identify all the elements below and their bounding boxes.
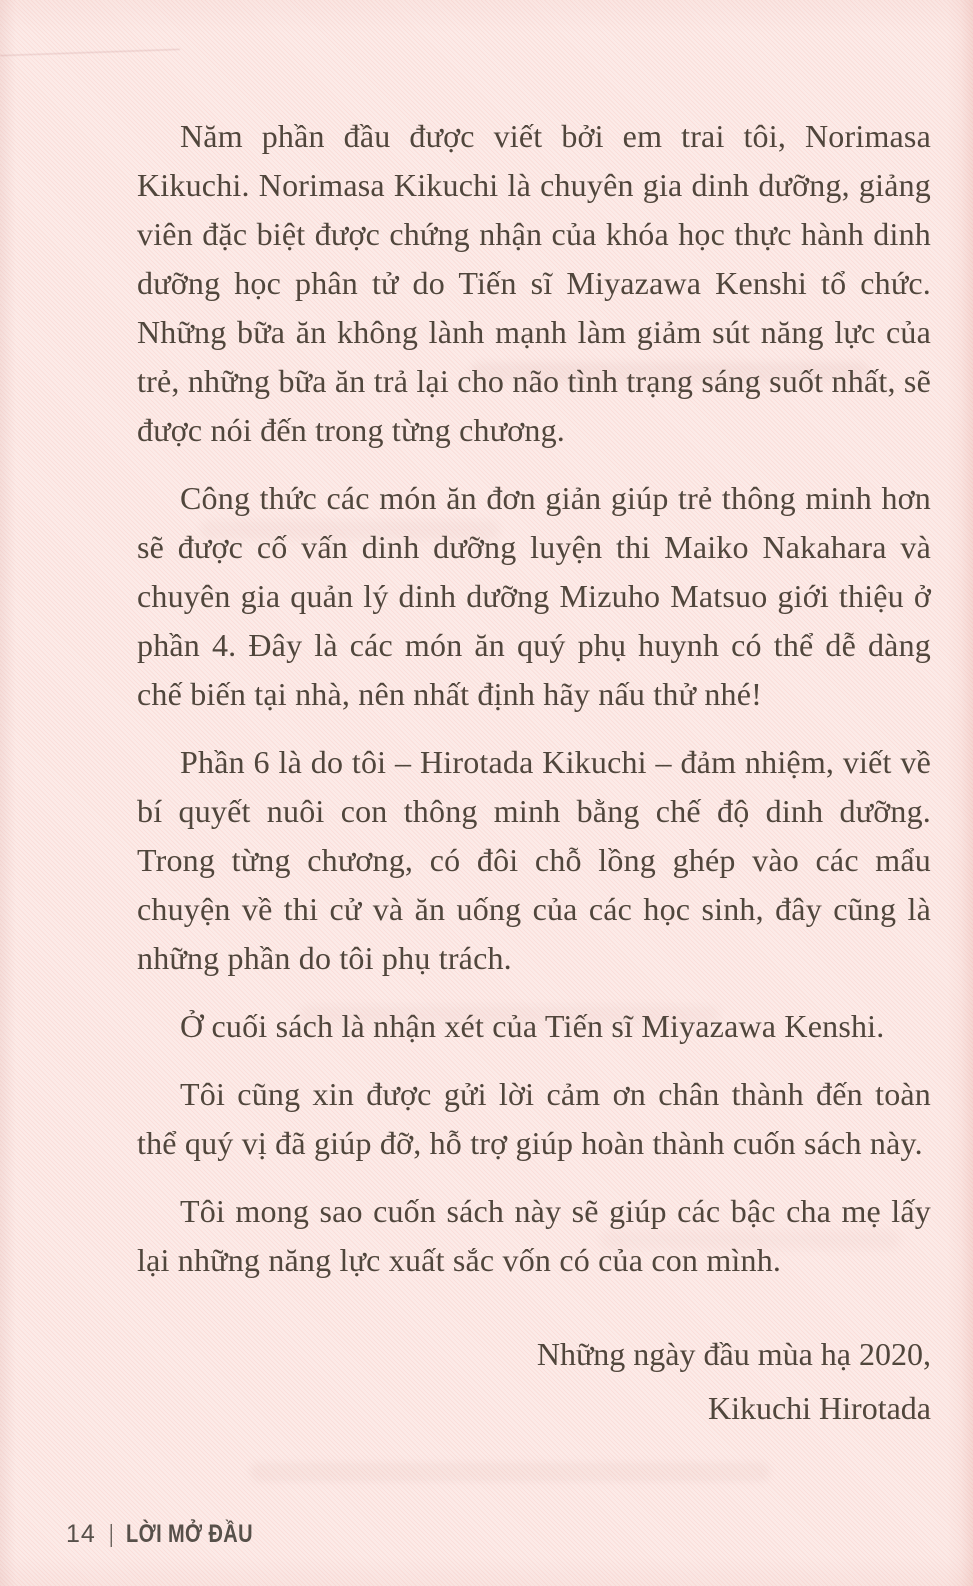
paragraph-1: Năm phần đầu được viết bởi em trai tôi, Norimasa Kikuchi. Norimasa Kikuchi là chuyên gia dinh dưỡng, giảng viên đặc biệt được chứng nhận của khóa học thực hành dinh dưỡng học phân tử do Tiến sĩ Miyazawa Kenshi tổ chức. Những bữa ăn không lành mạnh làm giảm sút năng lực của trẻ, những bữa ăn trả lại cho não tình trạng sáng suốt nhất, sẽ được nói đến trong từng chương.	[137, 118, 931, 448]
paragraph-3: Phần 6 là do tôi – Hirotada Kikuchi – đảm nhiệm, viết về bí quyết nuôi con thông minh bằng chế độ dinh dưỡng. Trong từng chương, có đôi chỗ lồng ghép vào các mẩu chuyện về thi cử và ăn uống của các học sinh, đây cũng là những phần do tôi phụ trách.	[137, 744, 931, 976]
footer-separator: |	[108, 1520, 114, 1548]
section-title: LỜI MỞ ĐẦU	[126, 1520, 254, 1548]
signature-author: Kikuchi Hirotada	[707, 1390, 931, 1426]
signature-block	[137, 1327, 931, 1435]
paragraph-5: Tôi cũng xin được gửi lời cảm ơn chân thành đến toàn thể quý vị đã giúp đỡ, hỗ trợ giúp hoàn thành cuốn sách này.	[137, 1076, 931, 1161]
preface-body	[137, 112, 931, 1435]
show-through-smudge	[250, 1462, 770, 1482]
paragraph-2: Công thức các món ăn đơn giản giúp trẻ thông minh hơn sẽ được cố vấn dinh dưỡng luyện thi Maiko Nakahara và chuyên gia quản lý dinh dưỡng Mizuho Matsuo giới thiệu ở phần 4. Đây là các món ăn quý phụ huynh có thể dễ dàng chế biến tại nhà, nên nhất định hãy nấu thử nhé!	[137, 480, 931, 712]
page-number: 14	[66, 1520, 96, 1548]
paragraph-4: Ở cuối sách là nhận xét của Tiến sĩ Miyazawa Kenshi.	[180, 1008, 885, 1044]
paragraph-6: Tôi mong sao cuốn sách này sẽ giúp các bậc cha mẹ lấy lại những năng lực xuất sắc vốn có của con mình.	[137, 1193, 931, 1278]
paper-crease	[0, 49, 180, 56]
page-footer	[66, 1520, 285, 1549]
signature-date: Những ngày đầu mùa hạ 2020,	[536, 1336, 931, 1372]
